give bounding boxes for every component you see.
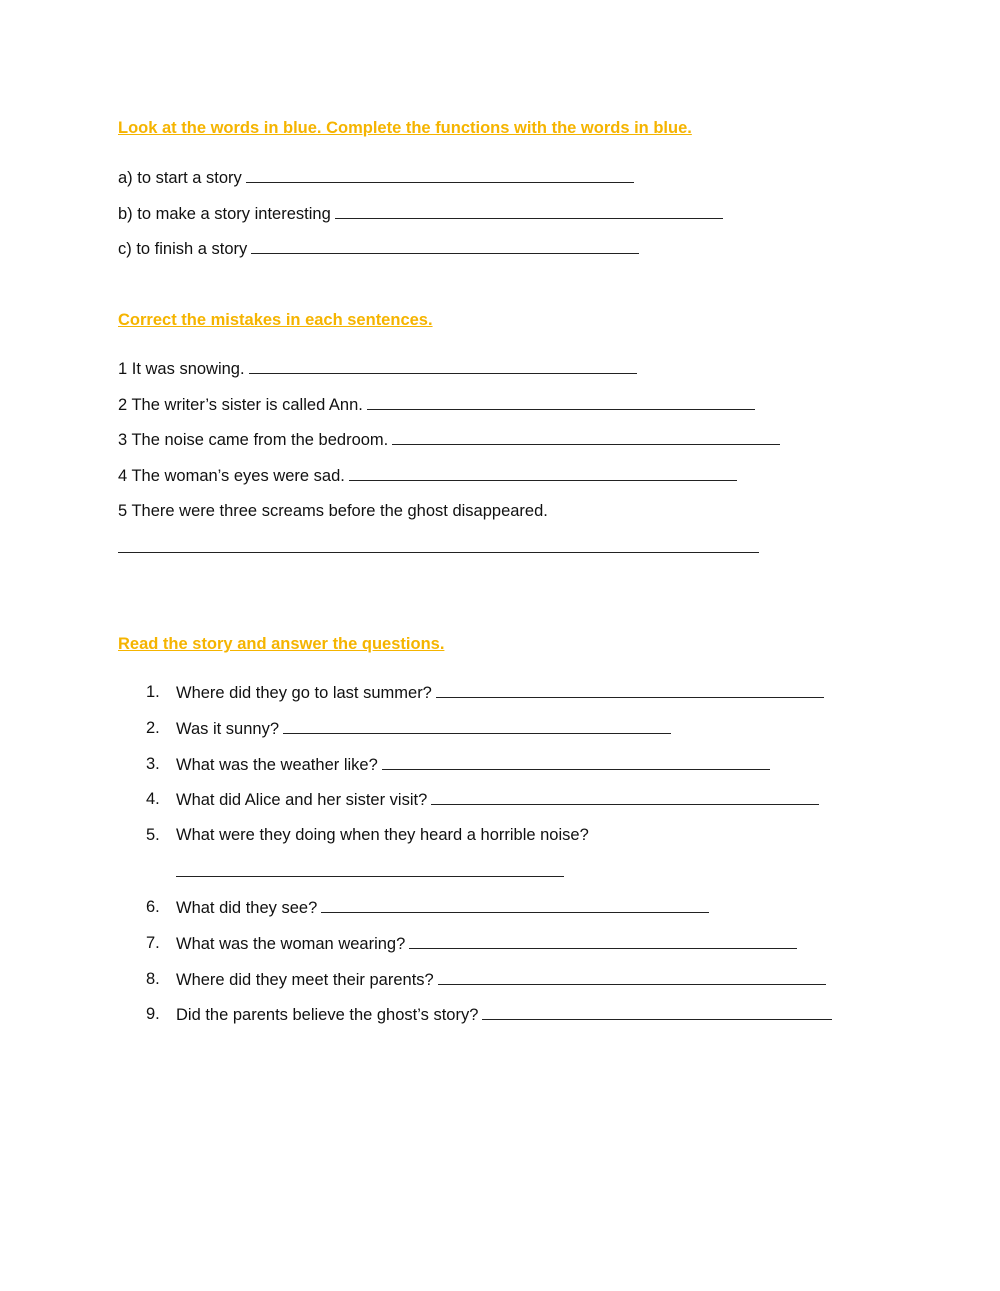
question-answer-line (176, 862, 564, 882)
question-line (176, 898, 709, 918)
section2-item-4 (118, 466, 737, 486)
section2-item-2-text: 2 The writer’s sister is called Ann. (118, 396, 363, 414)
answer-blank-q3[interactable] (382, 755, 770, 770)
question-text: What were they doing when they heard a horrible noise? (176, 826, 589, 844)
section3-heading: Read the story and answer the questions. (118, 635, 445, 653)
question-line (176, 719, 671, 739)
answer-blank-q8[interactable] (438, 970, 826, 985)
question-line (176, 934, 797, 954)
section2-item-5-text: 5 There were three screams before the ghost disappeared. (118, 502, 548, 520)
section2-item-5-answer (118, 538, 759, 558)
answer-blank-q9[interactable] (482, 1005, 832, 1020)
question-number: 9. (146, 1005, 160, 1023)
question-line (176, 1005, 832, 1025)
answer-blank-c[interactable] (251, 239, 639, 254)
question-line (176, 683, 824, 703)
section2-item-1-text: 1 It was snowing. (118, 360, 245, 378)
question-line (176, 826, 589, 845)
correction-blank-2[interactable] (367, 395, 755, 410)
question-line (176, 790, 819, 810)
section1-item-a-text: a) to start a story (118, 169, 242, 187)
correction-blank-5[interactable] (118, 538, 759, 553)
question-text: What did Alice and her sister visit? (176, 791, 428, 809)
question-text: What was the woman wearing? (176, 935, 406, 953)
question-number: 5. (146, 826, 160, 844)
answer-blank-q6[interactable] (321, 898, 709, 913)
question-text: Was it sunny? (176, 720, 280, 738)
question-text: Where did they meet their parents? (176, 971, 434, 989)
correction-blank-1[interactable] (249, 359, 637, 374)
section1-heading: Look at the words in blue. Complete the functions with the words in blue. (118, 119, 692, 137)
question-text: What was the weather like? (176, 756, 378, 774)
section2-heading: Correct the mistakes in each sentences. (118, 311, 433, 329)
section1-item-a (118, 168, 634, 188)
section1-item-c-text: c) to finish a story (118, 240, 248, 258)
question-number: 6. (146, 898, 160, 916)
section2-item-1 (118, 359, 637, 379)
answer-blank-q7[interactable] (409, 934, 797, 949)
question-text: Where did they go to last summer? (176, 684, 432, 702)
question-text: What did they see? (176, 899, 318, 917)
question-line (176, 970, 826, 990)
correction-blank-3[interactable] (392, 430, 780, 445)
section2-item-2 (118, 395, 755, 415)
section2-item-4-text: 4 The woman’s eyes were sad. (118, 467, 345, 485)
question-text: Did the parents believe the ghost’s story? (176, 1006, 479, 1024)
section1-item-b (118, 204, 723, 224)
correction-blank-4[interactable] (349, 466, 737, 481)
question-number: 3. (146, 755, 160, 773)
section2-item-3 (118, 430, 780, 450)
section1-item-b-text: b) to make a story interesting (118, 205, 331, 223)
question-number: 8. (146, 970, 160, 988)
answer-blank-b[interactable] (335, 204, 723, 219)
question-number: 1. (146, 683, 160, 701)
answer-blank-q4[interactable] (431, 790, 819, 805)
section1-item-c (118, 239, 639, 259)
answer-blank-q1[interactable] (436, 683, 824, 698)
answer-blank-q2[interactable] (283, 719, 671, 734)
question-number: 2. (146, 719, 160, 737)
question-number: 7. (146, 934, 160, 952)
section2-item-3-text: 3 The noise came from the bedroom. (118, 431, 389, 449)
question-number: 4. (146, 790, 160, 808)
section2-item-5 (118, 502, 548, 521)
answer-blank-a[interactable] (246, 168, 634, 183)
question-line (176, 755, 770, 775)
answer-blank-q5[interactable] (176, 862, 564, 877)
